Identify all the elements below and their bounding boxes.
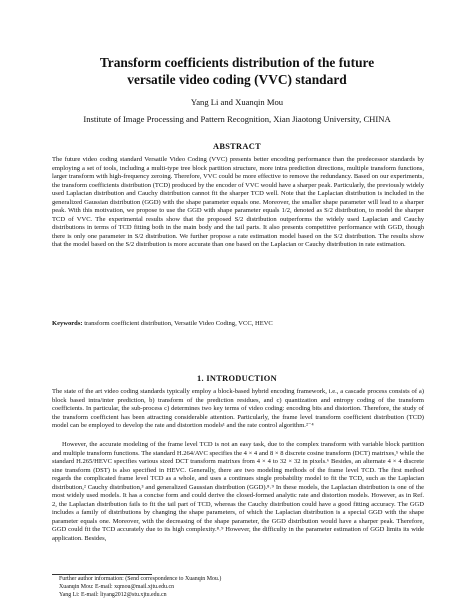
- paper-title: [40, 54, 434, 88]
- keywords-line: [52, 320, 424, 329]
- paper-title-line-2: versatile video coding (VVC) standard: [127, 72, 347, 87]
- paper-title-line-1: Transform coefficients distribution of the future: [99, 55, 375, 70]
- keywords-text: transform coefficient distribution, Versatile Video Coding, VCC, HEVC: [82, 320, 273, 327]
- footnote-author-info: Further author information: (Send correspondence to Xuanqin Mou.): [59, 576, 222, 582]
- abstract-heading: ABSTRACT: [212, 142, 261, 151]
- paper-affiliation: Institute of Image Processing and Pattern Recognition, Xian Jiaotong University, CHINA: [83, 114, 391, 124]
- keywords-label: Keywords:: [52, 320, 83, 327]
- footnotes: [59, 576, 419, 599]
- introduction-paragraph-2: However, the accurate modeling of the frame level TCD is not an easy task, due to the complex transform with variable block partition and multiple transform functions. The standard H.264/AVC specifies the 4 × 4 and 8 × 8 discrete cosine transform (DCT) matrixes,⁵ while the standard H.265/HEVC specifies various sized DCT transform matrixes from 4 × 4 to 32 × 32 in pixels.⁶ Besides, an alternate 4 × 4 discrete sine transform (DST) is also specified in HEVC. Generally, there are two modeling methods of the frame level TCD. The first method regards the complicated frame level TCD as a whole, and uses a continues single probability model to fit the TCD, such as the Laplacian distribution,² Cauchy distribution,³ and generalized Gaussian distribution (GGD).⁸˒⁹ In these models, the Laplacian distribution is one of the most widely used models. It has a concise form and could derive the closed-formed analytic rate and distortion models. However, as in Ref. 2, the Laplacian distribution fails to fit the tail part of TCD, whereas the Cauchy distribution could have a good fitting accuracy. The GGD includes a family of distributions by changing the shape parameters, of which the Laplacian distribution is a special GGD with the shape parameter equals one. Moreover, with the decreasing of the shape parameter, the GGD distribution would have a sharper peak. Therefore, GGD could fit the TCD accurately due to its high complexity.⁸˒⁹ However, the difficulty in the parameter estimation of GGD limits its wide application. Besides,: [52, 441, 424, 543]
- abstract-body: The future video coding standard Versatile Video Coding (VVC) presents better encoding performance than the predecessor standards by employing a set of tools, including a multi-type tree block partition structure, more intra prediction directions, multiple transform functions, larger transform with high-frequency zeroing. Therefore, VVC could be more effective to remove the redundancy. Based on our experiments, the transform coefficients distribution (TCD) produced by the encoder of VVC would have a sharper peak. Particularly, the previously widely used Laplacian distribution and Cauchy distribution cannot fit the sharper TCD well. Note that the Laplacian distribution is included in the generalized Gaussian distribution (GGD) with the shape parameter equals one. Moreover, the smaller shape parameter will lead to a sharper peak. With this motivation, we propose to use the GGD with shape parameter equals 1/2, denoted as S/2 distribution, to model the sharper TCD of VVC. The experimental results show that the proposed S/2 distribution outperforms the widely used Laplacian and Cauchy distributions in terms of TCD fitting both in the main body and the tail parts. It also presents competitive performance with GGD, though there is only one parameter in S/2 distribution. We further propose a rate estimation model based on the S/2 distribution. The results show that the model based on the S/2 distribution is more accurate than one based on the Laplacian or Cauchy distribution in rate estimation.: [52, 156, 424, 249]
- introduction-heading: 1. INTRODUCTION: [197, 374, 277, 383]
- footnote-li-email: Yang Li: E-mail: liyang2012@stu.xjtu.edu.cn: [59, 591, 167, 598]
- paper-authors: Yang Li and Xuanqin Mou: [190, 97, 284, 107]
- footnote-divider: [52, 574, 152, 575]
- footnote-mou-email: Xuanqin Mou: E-mail: xqmou@mail.xjtu.edu.cn: [59, 583, 175, 590]
- introduction-paragraph-1: The state of the art video coding standards typically employ a block-based hybrid encoding framework, i.e., a cascade process consists of a) block based intra/inter prediction, b) transform of the prediction residues, and c) quantization and entropy coding of the transform coefficients. In particular, the sub-process c) determines two key terms of video coding: encoding bits and distortion. Therefore, the study of the transform coefficient has been attracting considerable attention. Particularly, the frame level transform coefficient distribution (TCD) model can be employed to develop the rate and distortion models¹ and the rate control algorithm.²⁻⁴: [52, 388, 424, 430]
